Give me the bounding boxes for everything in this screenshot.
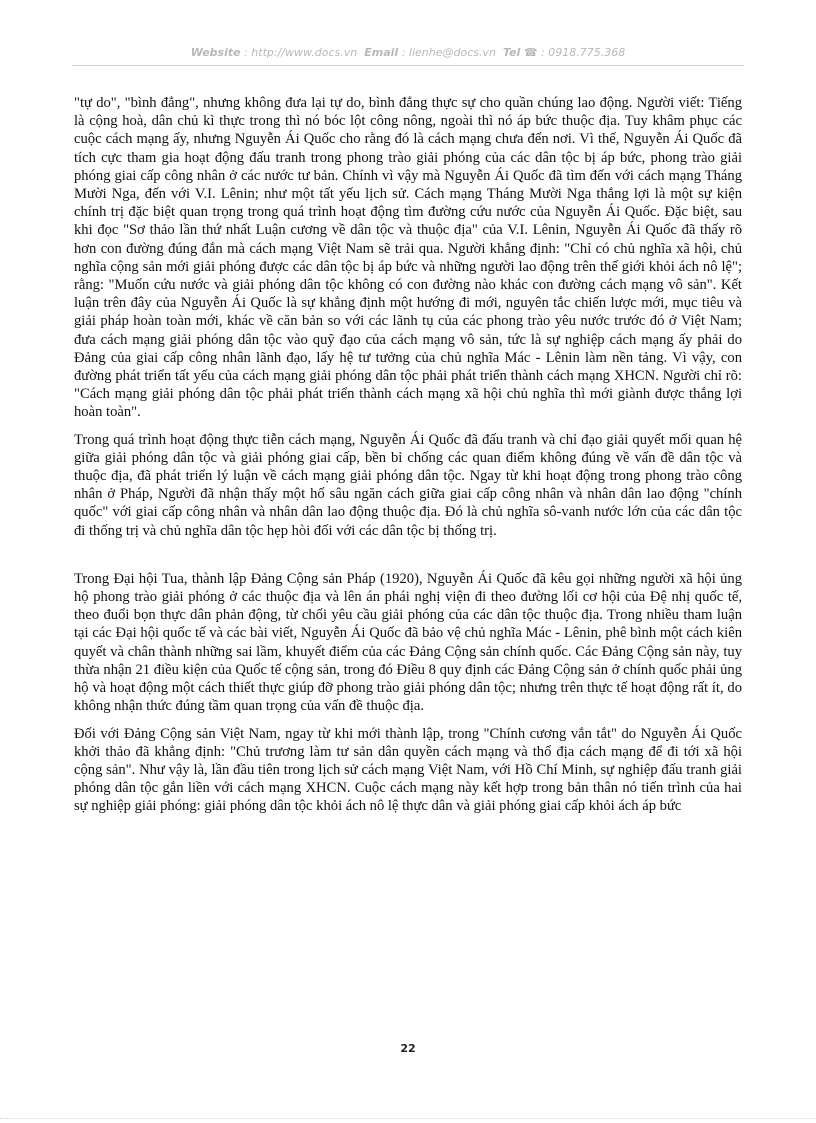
page-header bbox=[72, 46, 744, 59]
header-divider bbox=[72, 65, 744, 66]
website-label: Website bbox=[190, 46, 241, 59]
page-bottom-border bbox=[0, 1118, 816, 1119]
phone-icon: ☎ bbox=[523, 46, 538, 59]
tel-label: Tel bbox=[502, 46, 521, 59]
paragraph-4: Đối với Đảng Cộng sản Việt Nam, ngay từ khi mới thành lập, trong "Chính cương vắn tắt" do Nguyễn Ái Quốc khởi thảo đã khẳng định: "Chủ trương làm tư sản dân quyền cách mạng và thổ địa cách mạng để đi tới xã hội cộng sản". Như vậy là, lần đầu tiên trong lịch sử cách mạng Việt Nam, với Hồ Chí Minh, sự nghiệp đấu tranh giải phóng dân tộc gắn liền với cách mạng XHCN. Cuộc cách mạng này kết hợp trong bản thân nó tiến trình của hai sự nghiệp giải phóng: giải phóng dân tộc khỏi ách nô lệ thực dân và giải phóng giai cấp khỏi ách áp bức bbox=[74, 725, 742, 815]
email-label: Email bbox=[364, 46, 399, 59]
tel-number: : 0918.775.368 bbox=[541, 46, 626, 59]
paragraph-2: Trong quá trình hoạt động thực tiễn cách mạng, Nguyễn Ái Quốc đã đấu tranh và chỉ đạo giải quyết mối quan hệ giữa giải phóng dân tộc và giải phóng giai cấp, bền bỉ chống các quan điểm không đúng về vấn đề dân tộc và thuộc địa, đã phát triển lý luận về cách mạng giải phóng dân tộc. Ngay từ khi hoạt động trong phong trào công nhân ở Pháp, Người đã nhận thấy một hố sâu ngăn cách giữa giai cấp công nhân và nhân dân lao động "chính quốc" với giai cấp công nhân và nhân dân lao động thuộc địa. Đó là chủ nghĩa sô-vanh nước lớn của các dân tộc đi thống trị và chủ nghĩa dân tộc hẹp hòi đối với các dân tộc bị thống trị. bbox=[74, 431, 742, 539]
paragraph-1: "tự do", "bình đẳng", nhưng không đưa lại tự do, bình đẳng thực sự cho quần chúng lao động. Người viết: Tiếng là cộng hoà, dân chủ kì thực trong thì nó bóc lột công nông, ngoài thì nó áp bức thuộc địa. Tuy khâm phục các cuộc cách mạng ấy, nhưng Nguyễn Ái Quốc cho rằng đó là cách mạng chưa đến nơi. Vì thế, Nguyễn Ái Quốc đã tích cực tham gia hoạt động đấu tranh trong phong trào giải phóng của các dân tộc bị áp bức, phong trào giải phóng giai cấp công nhân ở các nước tư bản. Chính vì vậy mà Nguyễn Ái Quốc đã tìm đến với cách mạng Tháng Mười Nga, đến với V.I. Lênin; như một tất yếu lịch sử. Cách mạng Tháng Mười Nga thắng lợi là một sự kiện chính trị đặc biệt quan trọng trong quá trình hoạt động tìm đường cứu nước của Nguyễn Ái Quốc. Đặc biệt, sau khi đọc "Sơ thảo lần thứ nhất Luận cương về dân tộc và thuộc địa" của V.I. Lênin, Nguyễn Ái Quốc đã thấy rõ hơn con đường đúng đắn mà cách mạng Việt Nam sẽ trải qua. Người khẳng định: "Chỉ có chủ nghĩa xã hội, chủ nghĩa cộng sản mới giải phóng được các dân tộc bị áp bức và những người lao động trên thế giới khỏi ách nô lệ"; rằng: "Muốn cứu nước và giải phóng dân tộc không có con đường nào khác con đường cách mạng vô sản". Kết luận trên đây của Nguyễn Ái Quốc là sự khẳng định một hướng đi mới, nguyên tắc chiến lược mới, mục tiêu và giải pháp hoàn toàn mới, khác về căn bản so với các lãnh tụ của các phong trào yêu nước trước đó ở Việt Nam; đưa cách mạng giải phóng dân tộc vào quỹ đạo của cách mạng vô sản, tức là sự nghiệp cách mạng ấy phải do Đảng của giai cấp công nhân lãnh đạo, lấy hệ tư tưởng của chủ nghĩa Mác - Lênin làm nền tảng. Vì vậy, con đường phát triển tất yếu của cách mạng giải phóng dân tộc phải phát triển thành cách mạng XHCN. Người chỉ rõ: "Cách mạng giải phóng dân tộc phải phát triển thành cách mạng xã hội chủ nghĩa thì mới giành được thắng lợi hoàn toàn". bbox=[74, 95, 742, 421]
email-address: : lienhe@docs.vn bbox=[401, 46, 496, 59]
page-number: 22 bbox=[400, 1042, 416, 1055]
document-body bbox=[74, 94, 742, 825]
website-url: : http://www.docs.vn bbox=[244, 46, 358, 59]
paragraph-3: Trong Đại hội Tua, thành lập Đảng Cộng sản Pháp (1920), Nguyễn Ái Quốc đã kêu gọi những người xã hội ủng hộ phong trào giải phóng ở các thuộc địa và lên án phái nghị viện đi theo đường lối cơ hội của Đệ nhị quốc tế, theo đuổi bọn thực dân phản động, từ chối yêu cầu giải phóng của các dân tộc thuộc địa. Trong nhiều tham luận tại các Đại hội quốc tế và các bài viết, Nguyễn Ái Quốc đã bảo vệ chủ nghĩa Mác - Lênin, phê bình một cách kiên quyết và chân thành những sai lầm, khuyết điểm của các Đảng Cộng sản chính quốc. Các Đảng Cộng sản này, tuy thừa nhận 21 điều kiện của Quốc tế cộng sản, trong đó Điều 8 quy định các Đảng Cộng sản ở chính quốc phải ủng hộ và hoạt động một cách thiết thực giúp đỡ phong trào giải phóng dân tộc; nhưng trên thực tế hoạt động rất ít, do không nhận thức đúng tầm quan trọng của vấn đề thuộc địa. bbox=[74, 570, 742, 715]
